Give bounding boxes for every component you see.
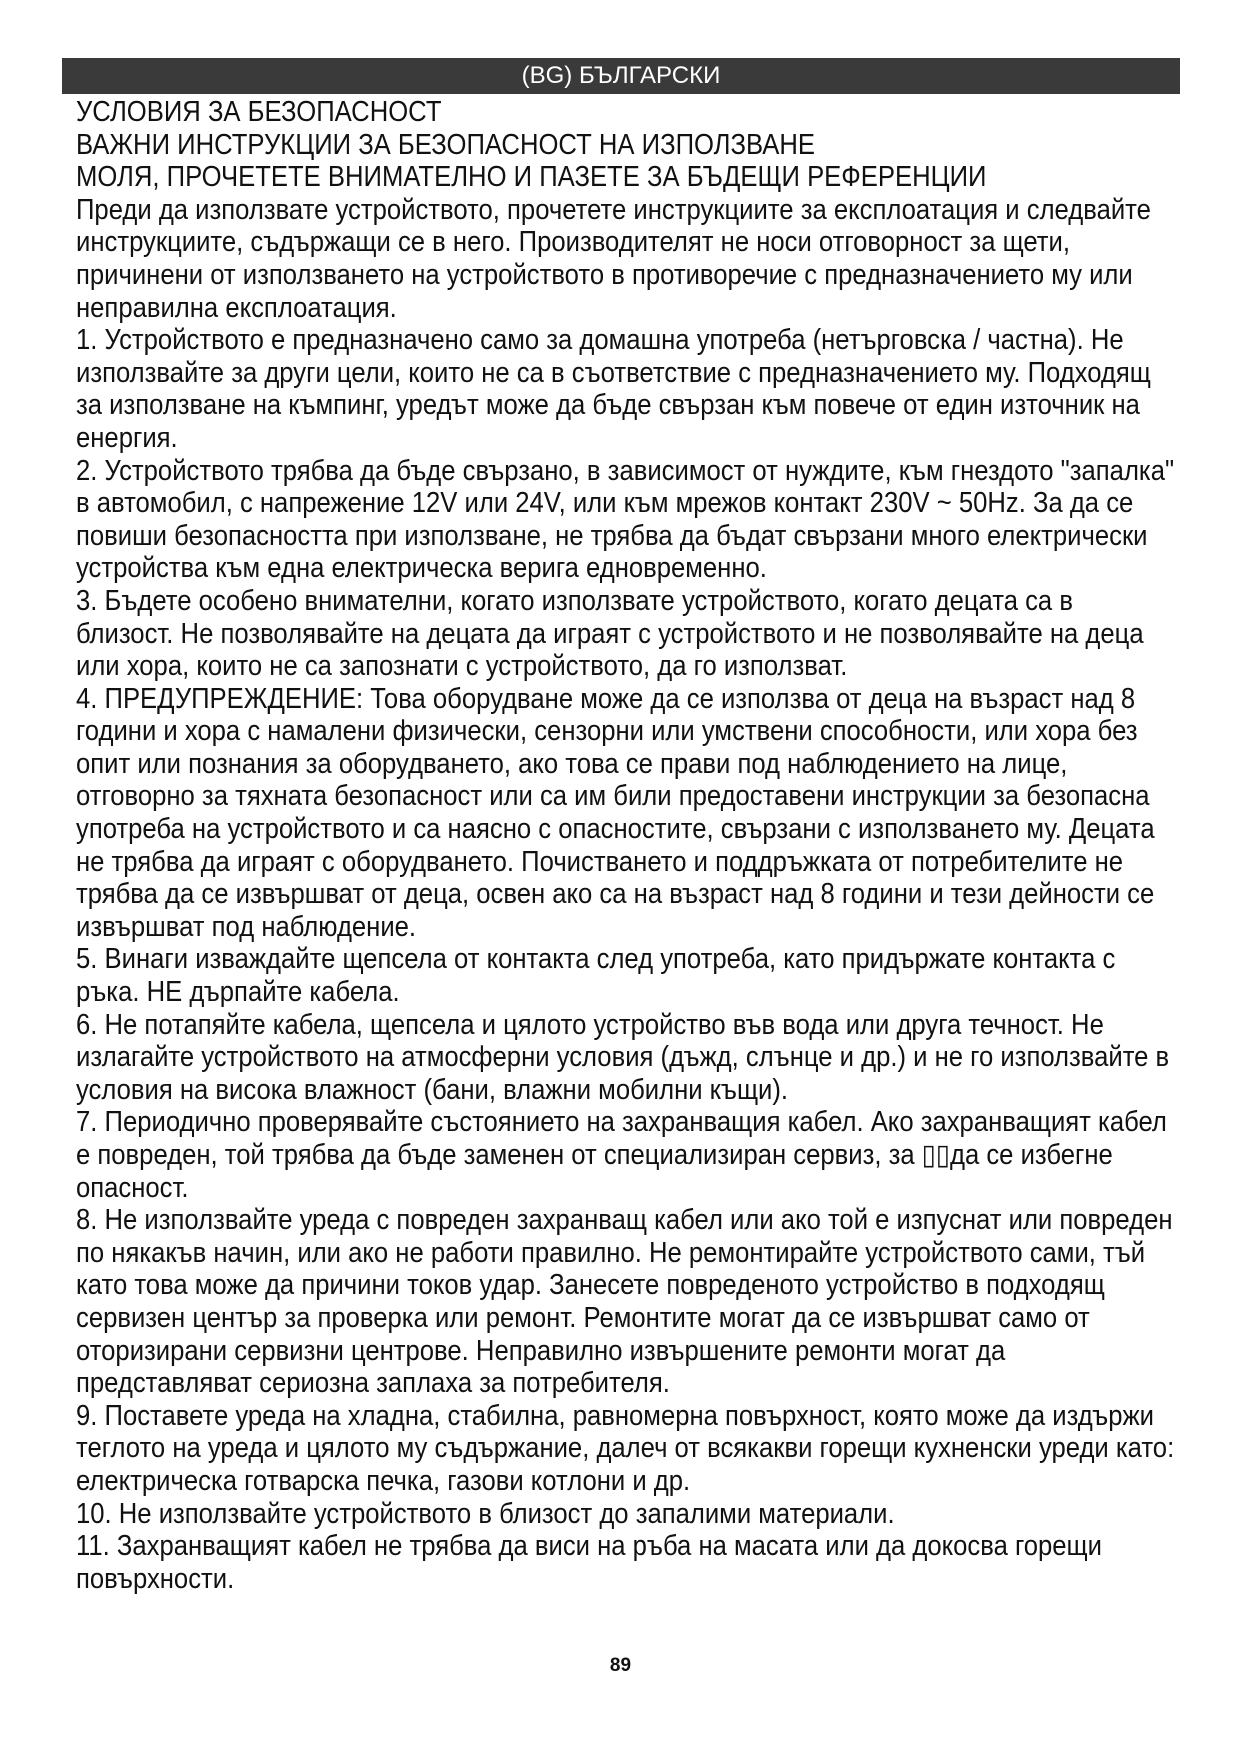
safety-item-5: 5. Винаги изваждайте щепсела от контакта след употреба, като придържате контакта с ръка. НЕ дърпайте кабела. [76,943,1116,1009]
section-subtitle: ВАЖНИ ИНСТРУКЦИИ ЗА БЕЗОПАСНОСТ НА ИЗПОЛЗВАНЕ [76,128,816,161]
safety-item-10: 10. Не използвайте устройството в близост до запалими материали. [76,1497,895,1530]
safety-item-3: 3. Бъдете особено внимателни, когато използвате устройството, когато децата са в близост. Не позволявайте на децата да играят с устройството и не позволявайте на деца или хора, които не са запознати с устройството, да го използват. [76,584,1144,683]
safety-item-11: 11. Захранващият кабел не трябва да виси на ръба на масата или да докосва горещи повърхности. [76,1530,1102,1595]
safety-item-1: 1. Устройството е предназначено само за домашна употреба (нетърговска / частна). Не използвайте за други цели, които не са в съответствие с предназначението му. Подходящ за използване на къмпинг, уредът може да бъде свързан към повече от един източник на енергия. [76,324,1151,454]
section-notice: МОЛЯ, ПРОЧЕТЕТЕ ВНИМАТЕЛНО И ПАЗЕТЕ ЗА БЪДЕЩИ РЕФЕРЕНЦИИ [76,161,987,194]
safety-item-9: 9. Поставете уреда на хладна, стабилна, равномерна повърхност, която може да издържи теглото на уреда и цялото му съдържание, далеч от всякакви горещи кухненски уреди като: електрическа готварска печка, газови котлони и др. [76,1399,1175,1497]
intro-paragraph: Преди да използвате устройството, прочетете инструкциите за експлоатация и следвайте инструкциите, съдържащи се в него. Производителят не носи отговорност за щети, причинени от използването на устройството в противоречие с предназначението му или неправилна експлоатация. [76,193,1151,324]
section-title: УСЛОВИЯ ЗА БЕЗОПАСНОСТ [76,96,442,128]
safety-item-2: 2. Устройството трябва да бъде свързано, в зависимост от нуждите, към гнездото "запалка" в автомобил, с напрежение 12V или 24V, или към мрежов контакт 230V ~ 50Hz. За да се повиши безопасността при използване, не трябва да бъдат свързани много електрически устройства към една електрическа верига едновременно. [76,454,1175,585]
document-body [76,96,1176,1595]
safety-item-7: 7. Периодично проверявайте състоянието на захранващия кабел. Ако захранващият кабел е повреден, той трябва да бъде заменен от специализиран сервиз, за ▯▯да се избегне опасност. [76,1106,1167,1204]
safety-item-4: 4. ПРЕДУПРЕЖДЕНИЕ: Това оборудване може да се използва от деца на възраст над 8 години и хора с намалени физически, сензорни или умствени способности, или хора без опит или познания за оборудването, ако това се прави под наблюдението на лице, отговорно за тяхната безопасност или са им били предоставени инструкции за безопасна употреба на устройството и са наясно с опасностите, свързани с използването му. Децата не трябва да играят с оборудването. Почистването и поддръжката от потребителите не трябва да се извършват от деца, освен ако са на възраст над 8 години и тези дейности се извършват под наблюдение. [76,682,1155,943]
safety-item-6: 6. Не потапяйте кабела, щепсела и цялото устройство във вода или друга течност. Не излагайте устройството на атмосферни условия (дъжд, слънце и др.) и не го използвайте в условия на висока влажност (бани, влажни мобилни къщи). [76,1008,1170,1106]
safety-item-8: 8. Не използвайте уреда с повреден захранващ кабел или ако той е изпуснат или повреден по някакъв начин, или ако не работи правилно. Не ремонтирайте устройството сами, тъй като това може да причини токов удар. Занесете повреденото устройство в подходящ сервизен център за проверка или ремонт. Ремонтите могат да се извършват само от оторизирани сервизни центрове. Неправилно извършените ремонти могат да представляват сериозна заплаха за потребителя. [76,1204,1173,1400]
language-label: (BG) БЪЛГАРСКИ [521,62,721,89]
language-header-bar [62,58,1180,94]
page-number: 89 [609,1655,632,1676]
